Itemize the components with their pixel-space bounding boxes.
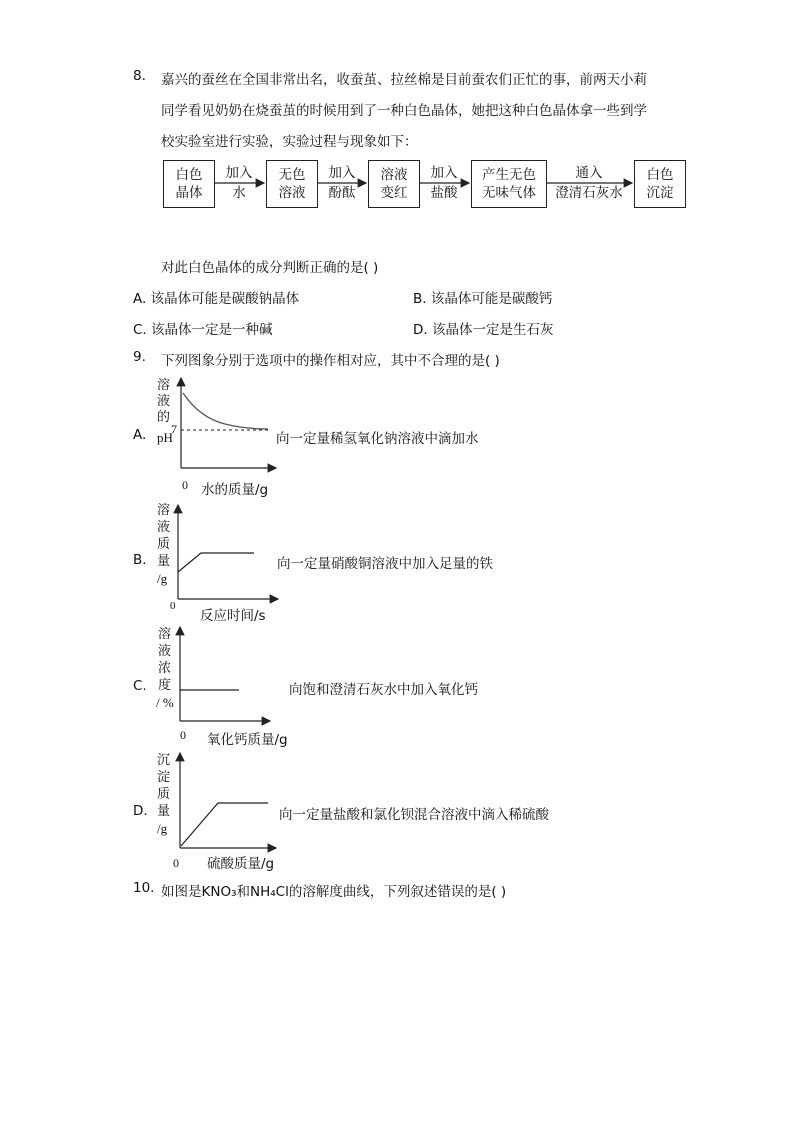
graph-d-ylabel-char: 淀 (157, 770, 171, 785)
graph-d-origin: 0 (173, 856, 179, 870)
q10-number: 10. (133, 880, 155, 896)
graph-c-origin: 0 (180, 728, 186, 742)
graph-c-ylabel (158, 626, 174, 711)
graph-c-ylabel-char: 浓 (158, 661, 172, 676)
flow-step-text: 水 (232, 185, 246, 201)
graph-a-letter: A. (133, 427, 147, 443)
graph-a-ylabel-char: pH (157, 430, 173, 445)
graph-d-ylabel-char: 量 (157, 804, 171, 819)
graph-d-letter: D. (133, 803, 148, 819)
graph-b-ylabel-char: 量 (157, 554, 171, 569)
q8-question: 对此白色晶体的成分判断正确的是( ) (161, 260, 379, 276)
q8-text-line1: 嘉兴的蚕丝在全国非常出名，收蚕茧、拉丝棉是目前蚕农们正忙的事，前两天小莉 (161, 72, 647, 88)
flow-step-text: 酚酞 (328, 185, 356, 201)
graph-b-curve (178, 553, 254, 572)
graph-b-origin: 0 (170, 600, 176, 612)
q9-number: 9. (133, 349, 146, 365)
flow-box-text: 产生无色 (482, 167, 536, 183)
graph-c-ylabel-char: 溶 (158, 627, 172, 642)
graph-a-ylabel-char: 液 (157, 394, 171, 409)
q8-text-line3: 校实验室进行实验，实验过程与现象如下： (161, 134, 418, 150)
graph-a-xlabel: 水的质量/g (201, 482, 269, 498)
graph-a-desc: 向一定量稀氢氧化钠溶液中滴加水 (276, 431, 479, 447)
graph-c-xlabel: 氧化钙质量/g (207, 732, 288, 748)
flow-step-text: 通入 (575, 165, 603, 181)
graph-c-ylabel-char: 液 (158, 644, 172, 659)
flow-step-text: 加入 (225, 165, 253, 181)
q8-option-c: C. 该晶体一定是一种碱 (133, 322, 273, 338)
graph-b-xlabel: 反应时间/s (200, 608, 266, 624)
graph-d-curve (181, 803, 268, 846)
graph-a-ylabel-char: 溶 (157, 378, 171, 393)
graph-d-ylabel-char: 质 (157, 787, 171, 802)
graph-d (180, 753, 276, 848)
graph-a-ylabel-char: 的 (157, 410, 171, 425)
graph-d-ylabel-char: 沉 (157, 753, 171, 768)
flow-box-text: 溶液 (278, 185, 306, 201)
graph-b-ylabel-char: 溶 (157, 503, 171, 518)
q8-number: 8. (133, 68, 146, 84)
graph-b (178, 505, 278, 599)
graph-d-xlabel: 硫酸质量/g (207, 856, 275, 872)
flow-box-text: 溶液 (380, 167, 408, 183)
graph-b-ylabel-char: 质 (157, 537, 171, 552)
q9-stem: 下列图象分别于选项中的操作相对应，其中不合理的是( ) (161, 353, 500, 369)
flow-box-text: 晶体 (175, 185, 203, 201)
q8-option-b: B. 该晶体可能是碳酸钙 (413, 291, 553, 307)
q10-text: 如图是KNO₃和NH₄Cl的溶解度曲线，下列叙述错误的是( ) (161, 884, 507, 900)
flow-step-text: 加入 (430, 165, 458, 181)
graph-a (181, 378, 276, 468)
graph-a-curve (183, 393, 268, 429)
flow-step-text: 加入 (328, 165, 356, 181)
flow-box-text: 无味气体 (482, 185, 536, 201)
graph-b-ylabel (157, 502, 170, 587)
graph-c-ylabel-char: 度 (158, 678, 172, 693)
graph-b-desc: 向一定量硝酸铜溶液中加入足量的铁 (277, 556, 493, 572)
graph-c (180, 627, 270, 721)
graph-b-ylabel-char: 液 (157, 520, 171, 535)
q8-option-d: D. 该晶体一定是生石灰 (413, 322, 554, 338)
q8-text-line2: 同学看见奶奶在烧蚕茧的时候用到了一种白色晶体，她把这种白色晶体拿一些到学 (161, 103, 647, 119)
graph-d-desc: 向一定量盐酸和氯化钡混合溶液中滴入稀硫酸 (279, 807, 549, 823)
graph-b-letter: B. (133, 552, 147, 568)
graph-a-origin: 0 (182, 478, 188, 492)
graph-b-ylabel-char: /g (157, 571, 168, 586)
flow-box-text: 变红 (380, 185, 408, 201)
flow-box-text: 无色 (278, 167, 306, 183)
graph-a-seven: 7 (171, 422, 177, 436)
flow-step-text: 澄清石灰水 (555, 185, 623, 201)
flow-box-text: 沉淀 (646, 185, 674, 201)
graph-c-desc: 向饱和澄清石灰水中加入氧化钙 (289, 682, 478, 698)
graph-d-ylabel (157, 752, 170, 837)
flow-box-text: 白色 (646, 167, 674, 183)
graph-c-ylabel-char: / % (156, 695, 174, 710)
q8-option-a: A. 该晶体可能是碳酸钠晶体 (133, 291, 300, 307)
flow-box-text: 白色 (175, 167, 203, 183)
graph-d-ylabel-char: /g (157, 821, 168, 836)
graph-c-letter: C. (133, 678, 147, 694)
flow-step-text: 盐酸 (430, 185, 458, 201)
